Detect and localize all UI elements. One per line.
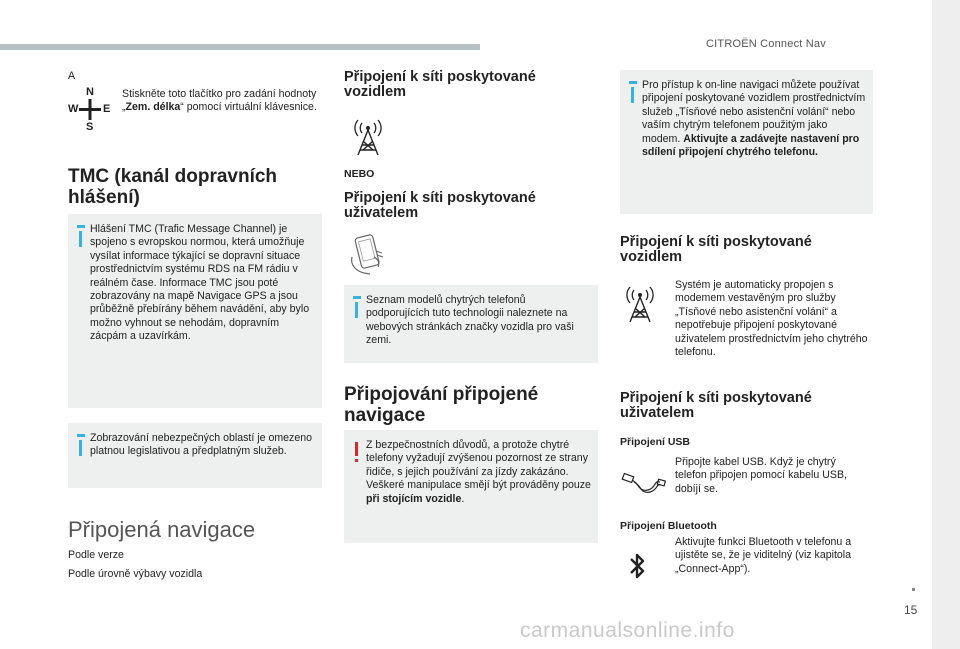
tmc-info-text: Hlášení TMC (Trafic Message Channel) je spojeno s evropskou normou, která umožňuje vysílat informace týkající se dopravní situace prostřednictvím systému RDS na FM rádiu v reálném čase. Informace TMC jsou poté zobrazovány na mapě Navigace GPS a jsou průběžně přebírány během navádění, aby bylo možno vyhnout se nehodám, dopravním zácpám a uzavírkám. [90,223,310,343]
hazard-info-text: Zobrazování nebezpečných oblastí je omezeno platnou legislativou a předplatným služeb. [90,432,313,458]
connected-nav-title: Připojená navigace [68,517,256,542]
compass-icon [66,86,114,134]
user-connection-title: Připojení k síti poskytované uživatelem [344,190,536,221]
bluetooth-title: Připojení Bluetooth [620,520,717,532]
compass-s: S [86,121,94,133]
bluetooth-text: Aktivujte funkci Bluetooth v telefonu a ujistěte se, že je viditelný (viz kapitola „Connect-App“). [675,536,852,575]
hazard-info-box [68,423,322,488]
page-marker [912,588,915,591]
vehicle-connection-text: Systém je automaticky propojen s modemem vestavěným pro služby „Tísňové nebo asistenční volání“ a nepotřebuje připojení poskytované uživatelem prostřednictvím jeho chytrého telefonu. [675,279,868,359]
equipment-note: Podle úrovně výbavy vozidla [68,568,203,580]
running-header: CITROËN Connect Nav [706,38,826,50]
info-icon [77,225,85,228]
user-connection-title-2: Připojení k síti poskytované uživatelem [620,390,812,421]
tmc-title: TMC (kanál dopravních hlášení) [68,166,278,208]
compatible-phones-box [344,285,598,363]
page-number: 15 [904,603,918,617]
compatible-phones-text: Seznam modelů chytrých telefonů podporujících tuto technologii naleznete na webových stránkách značky vozidla pro vaši zemi. [366,294,574,347]
antenna-icon [350,113,386,157]
bluetooth-icon [626,549,650,583]
version-note: Podle verze [68,549,124,561]
page-edge-tab [932,0,960,649]
label-a: A [68,70,76,82]
safety-warning-text: Z bezpečnostních důvodů, a protože chytré telefony vyžadují zvýšenou pozornost ze strany řidiče, s jejich používání za jízdy zakázáno. Veškeré manipulace smějí být prováděny pouze při stojícím vozidle. [366,439,591,505]
info-icon [353,296,361,299]
info-icon [77,434,85,437]
warning-icon [355,442,358,456]
or-label: NEBO [344,168,375,180]
info-icon [629,81,637,84]
vehicle-connection-title-2: Připojení k síti poskytované vozidlem [620,234,812,265]
top-rule [0,44,480,50]
compass-w: W [68,103,79,115]
usb-text: Připojte kabel USB. Když je chytrý telefon připojen pomocí kabelu USB, dobíjí se. [675,456,847,495]
connecting-nav-title: Připojování připojené navigace [344,384,539,426]
compass-description: Stiskněte toto tlačítko pro zadání hodnoty „Zem. délka“ pomocí virtuální klávesnice. [122,88,317,114]
compass-e: E [103,103,111,115]
antenna-icon [622,280,658,324]
vehicle-connection-title: Připojení k síti poskytované vozidlem [344,69,536,100]
online-nav-info-box [620,70,873,214]
usb-title: Připojení USB [620,436,691,448]
online-nav-info-text: Pro přístup k on-line navigaci můžete používat připojení poskytované vozidlem prostřednictvím služeb „Tísňové nebo asistenční volání“ nebo vaším chytrým telefonem použitým jako modem. Aktivujte a zadávejte nastavení pro sdílení připojení chytrého telefonu. [642,79,866,159]
safety-warning-box [344,430,598,543]
tmc-info-box [68,214,322,408]
usb-cable-icon [620,466,666,500]
watermark: carmanualsonline.info [520,619,735,642]
compass-n: N [86,86,94,98]
smartphone-hand-icon [348,233,390,277]
